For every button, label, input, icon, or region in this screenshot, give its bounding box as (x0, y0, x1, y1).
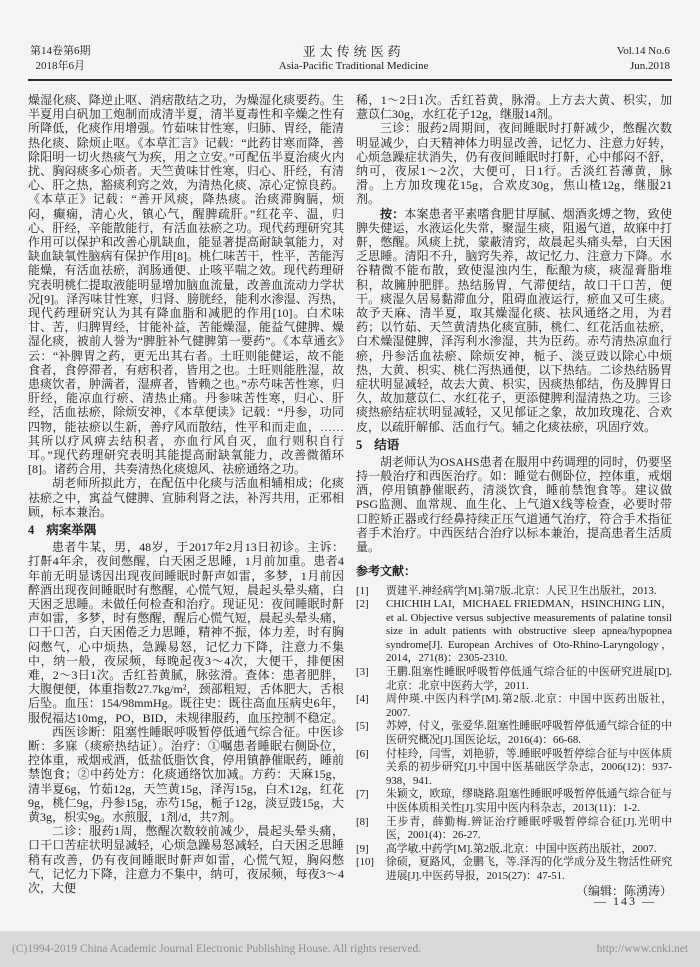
date-en: Jun.2018 (629, 60, 670, 72)
reference-label: [7] (356, 788, 369, 801)
reference-label: [4] (356, 693, 369, 706)
article-body (28, 93, 672, 915)
references-heading: 参考文献： (356, 564, 417, 579)
reference-label: [5] (356, 720, 369, 733)
reference-text: 王鹏.阻塞性睡眠呼吸暂停低通气综合征的中医研究进展[D].北京：北京中医药大学，2011. (386, 666, 672, 692)
reference-text: CHICHIH LAI，MICHAEL FRIEDMAN，HSINCHING LIN，et al. Objective versus subjective measurements of palatine tonsil size in adult patients with obstructive sleep apnea/hypopnea syndrome[J]. European Archives of Oto-Rhino-Laryngology，2014，271(8)：2305-2310. (386, 598, 672, 665)
reference-item (356, 585, 672, 599)
date-cn: 2018年6月 (35, 60, 85, 72)
reference-text: 朱颖文，欧琼，缪晓路.阻塞性睡眠呼吸暂停低通气综合征与中医体质相关性[J].实用中医内科杂志，2013(11)：1-2. (386, 788, 672, 814)
commentary-label: 按： (380, 206, 405, 221)
reference-item (356, 856, 672, 883)
reference-text: 贾建平.神经病学[M].第7版.北京：人民卫生出版社，2013. (386, 584, 657, 597)
reference-text: 高学敏.中药学[M].第2版.北京：中国中医药出版社，2007. (386, 842, 657, 855)
reference-text: 周仲瑛.中医内科学[M].第2版.北京：中国中医药出版社，2007. (386, 693, 672, 719)
commentary-paragraph (356, 207, 672, 434)
section-heading-conclusion (356, 437, 672, 453)
reference-label: [10] (356, 856, 374, 869)
reference-label: [3] (356, 666, 369, 679)
header-volume-en-block (617, 44, 670, 74)
section-number: 4 (28, 523, 35, 538)
reference-text: 王步青，薛勤梅.辨证治疗睡眠呼吸暂停综合征[J].光明中医，2001(4)：26-27. (386, 815, 672, 842)
reference-item (356, 843, 672, 857)
journal-title-en: Asia-Pacific Traditional Medicine (278, 60, 429, 72)
volume-issue-cn: 第14卷第6期 (30, 45, 91, 57)
journal-header (28, 44, 672, 79)
reference-label: [6] (356, 747, 369, 760)
editor-credit: （编辑：陈湧涛） (575, 883, 672, 898)
cnki-footer-band (0, 931, 700, 967)
journal-title-cn: 亚太传统医药 (302, 44, 405, 59)
reference-item (356, 693, 672, 720)
body-paragraph: 西医诊断：阻塞性睡眠呼吸暂停低通气综合征。中医诊断：多寐（痰瘀热结证）。治疗：①嘱患者睡眠右侧卧位，控体重，戒烟戒酒，低盐低脂饮食，停用镇静催眠药，睡前禁饱食；②中药处方：化痰通络饮加减。方药：天麻15g，清半夏6g，竹茹12g，天竺黄15g，泽泻15g，白术12g，红花9g，桃仁9g，丹参15g，赤芍15g，栀子12g，淡豆豉15g，大黄3g，枳实9g。水煎服，1剂/d，共7剂。 (28, 724, 344, 824)
right-column (356, 93, 672, 915)
section-number: 5 (356, 437, 363, 452)
reference-text: 徐硕，夏路风，金鹏飞，等.泽泻的化学成分及生物活性研究进展[J].中医药导报，2015(27)：47-51. (386, 856, 672, 882)
reference-item (356, 720, 672, 747)
body-paragraph: 胡老师认为OSAHS患者在服用中药调理的同时，仍要坚持一般治疗和西医治疗。如：睡觉右侧卧位，控体重，戒烟酒，停用镇静催眠药，清淡饮食，睡前禁饱食等。建议做PSG监测、血常规、血生化、上气道X线等检查，必要时带口腔矫正器或行经鼻持续正压气道通气治疗，符合手术指征者手术治疗。中西医结合治疗以标本兼治，提高患者生活质量。 (356, 454, 672, 555)
left-column (28, 93, 344, 915)
reference-text: 付桂玲，闫雪，刘艳骄，等.睡眠呼吸暂停综合征与中医体质关系的初步研究[J].中国中医基础医学杂志，2006(12)：937-938，941. (386, 747, 672, 787)
body-paragraph: 胡老师所拟此方，在配伍中化痰与活血相辅相成；化痰祛瘀之中，寓益气健脾、宣肺利肾之法，补泻共用，正邪相顾，标本兼治。 (28, 476, 344, 519)
reference-item (356, 598, 672, 666)
body-paragraph: 三诊：服药2周期间，夜间睡眠时打鼾减少，憋醒次数明显减少，白天精神体力明显改善，记忆力、注意力好转，心烦急躁症状消失，仍有夜间睡眠时打鼾，心中郁闷不舒，纳可，夜尿1～2次，大便可，日1行。舌淡红苔薄黄，脉滑。上方加玫瑰花15g，合欢皮30g，焦山楂12g，继服21剂。 (356, 121, 672, 207)
cnki-url: http://www.cnki.net (596, 943, 688, 955)
header-journal-title-block (279, 44, 429, 74)
reference-label: [1] (356, 584, 369, 597)
body-paragraph: 二诊：服药1周，憋醒次数较前减少，晨起头晕头痛，口干口苦症状明显减轻，心烦急躁易怒减轻，白天困乏思睡稍有改善，仍有夜间睡眠时鼾声如雷，心慌气短，胸闷憋气，记忆力下降，注意力不集中，纳可，夜尿频，每夜3～4次，大便 (28, 824, 344, 895)
volume-issue-en: Vol.14 No.6 (616, 45, 670, 57)
section-title: 结语 (374, 437, 400, 452)
reference-label: [9] (356, 842, 369, 855)
copyright-text: (C)1994-2019 China Academic Journal Electronic Publishing House. All rights reserved. (12, 943, 422, 955)
reference-label: [8] (356, 815, 369, 828)
reference-label: [2] (356, 598, 369, 611)
header-volume-issue-block (30, 44, 91, 74)
body-paragraph: 稀，1～2日1次。舌红苔黄，脉滑。上方去大黄、枳实，加薏苡仁30g，水红花子12g，继服14剂。 (356, 93, 672, 122)
section-heading-case-study (28, 522, 344, 538)
commentary-text: 本案患者平素嗜食肥甘厚腻、烟酒炙煿之物，致使脾失健运，水液运化失常，聚湿生痰，阻遏气道，故寐中打鼾，憋醒。风痰上扰，蒙蔽清窍，故晨起头痛头晕，白天困乏思睡。清阳不升，脑窍失养，故记忆力、注意力下降。水谷精微不能布散，致使湿浊内生，酝酿为痰，痰湿膏脂堆积，故臃肿肥胖。热结肠胃，气滞便结，故口干口苦，便干。痰湿久居易黏滞血分，阻碍血液运行，瘀血又可生痰。故予天麻、清半夏，取其燥湿化痰、祛风通络之用，为君药；以竹茹、天竺黄清热化痰宣肺，桃仁、红花活血祛瘀，白术燥湿健脾，泽泻利水渗湿，共为臣药。赤芍清热凉血行瘀，丹参活血祛瘀、除烦安神，栀子、淡豆豉以除心中烦热，大黄、枳实、桃仁泻热通便，以下热结。二诊热结肠胃症状明显减轻，故去大黄、枳实，因痰热郁结，伤及脾胃日久，故加薏苡仁、水红花子，更添健脾利湿清热之功。三诊痰热瘀结症状明显减轻，又见郁证之象，故加玫瑰花、合欢皮，以疏肝解郁、活血行气。辅之化痰祛瘀，巩固疗效。 (356, 206, 672, 434)
page-number: — 143 — (594, 894, 656, 908)
reference-item (356, 666, 672, 693)
body-paragraph: 燥湿化痰、降逆止呕、消痞散结之功，为燥湿化痰要药。生半夏用白矾加工炮制而成清半夏，清半夏毒性和辛燥之性有所降低，化痰作用增强。竹茹味甘性寒，归肺、胃经，能清热化痰、除烦止呕。《本草汇言》记载：“此药甘寒而降，善除阳明一切火热痰气为疾，用之立安。”可配伍半夏治痰火内扰、胸闷痰多心烦者。天竺黄味甘性寒，归心、肝经，有清心、肝之热，豁痰利窍之效，为清热化痰、凉心定惊良药。《本草正》记载：“善开风痰，降热痰。治痰滞胸膈，烦闷，癫痫，清心火，镇心气，醒脾疏肝。”红花辛、温，归心、肝经，辛能散能行，有活血祛瘀之功。现代药理研究其作用可以保护和改善心肌缺血，能显著提高耐缺氧能力，对缺血缺氧性脑病有保护作用[8]。桃仁味苦干，性平，苦能泻能燥，有活血祛瘀，润肠通便、止咳平喘之效。现代药理研究表明桃仁提取液能明显增加脑血流量，改善血流动力学状况[9]。泽泻味甘性寒，归肾、膀胱经，能利水渗湿、泻热，现代药理研究认为其有降血脂和减肥的作用[10]。白术味甘、苦，归脾胃经，甘能补益，苦能燥湿，能益气健脾、燥湿化痰，被前人誉为“脾脏补气健脾第一要药”。《本草通玄》云：“补脾胃之药，更无出其右者。土旺则能健运，故不能食者，食停滞者，有痞积者，皆用之也。土旺则能胜湿，故患痰饮者，肿满者，湿痹者，皆赖之也。”赤芍味苦性寒，归肝经，能凉血行瘀、清热止痛。丹参味苦性寒，归心、肝经，活血祛瘀，除烦安神，《本草便读》记载：“丹参，功同四物，能祛瘀以生新，善疗风而散结，性平和而走血，……其所以疗风痹去结积者，亦血行风自灭，血行则积自行耳。”现代药理研究表明其能提高耐缺氧能力，改善微循环[8]。诸药合用，共奏清热化痰熄风、祛瘀通络之功。 (28, 93, 344, 477)
reference-item (356, 748, 672, 789)
reference-text: 苏婷，付义，张爱华.阻塞性睡眠呼吸暂停低通气综合征的中医研究概况[J].国医论坛，2016(4)：66-68. (386, 720, 672, 747)
section-title: 病案举隅 (46, 523, 97, 538)
header-divider (28, 79, 672, 81)
body-paragraph: 患者牛某，男，48岁，于2017年2月13日初诊。主诉：打鼾4年余，夜间憋醒，白天困乏思睡，1月前加重。患者4年前无明显诱因出现夜间睡眠时鼾声如雷，多梦，1月前因醉酒出现夜间睡眠时有憋醒，心慌气短，晨起头晕头痛，白天困乏思睡。未做任何检查和治疗。现证见：夜间睡眠时鼾声如雷，多梦，时有憋醒，醒后心慌气短，晨起头晕头痛，口干口苦，白天困倦乏力思睡，精神不振，体力差，时有胸闷憋气，心中烦热，急躁易怒，记忆力下降，注意力不集中，纳一般，夜尿频，每晚起夜3～4次，大便干，排便困难，2～3日1次。舌红苔黄腻，脉弦滑。查体：患者肥胖，大腹便便，体重指数27.7kg/m²，颈部粗短，舌体肥大，舌根后坠。血压：154/98mmHg。既往史：既往高血压病史6年，服倪福达10mg，PO，BID，未规律服药，血压控制不稳定。 (28, 540, 344, 725)
reference-item (356, 788, 672, 815)
reference-item (356, 816, 672, 843)
